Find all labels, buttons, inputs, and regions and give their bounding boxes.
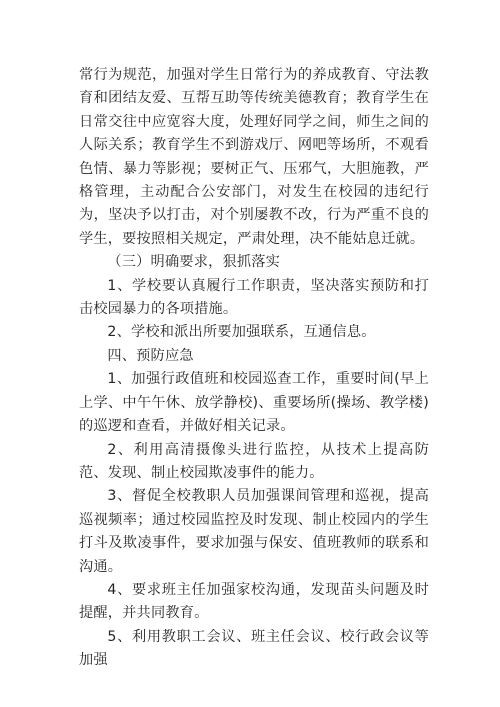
paragraph-item-2-police-liaison: 2、学校和派出所要加强联系，互通信息。 bbox=[107, 324, 376, 341]
paragraph-item-2-cameras: 2、利用高清摄像头进行监控，从技术上提高防范、发现、制止校园欺凌事件的能力。 bbox=[79, 441, 429, 481]
paragraph-behavior-norms: 常行为规范，加强对学生日常行为的养成教育、守法教育和团结友爱、互帮互助等传统美德教育；教育学生在日常交往中应宽容大度，处理好同学之间，师生之间的人际关系；教育学生不到游戏厅、网吧等场所，不观看色情、暴力等影视；要树正气、压邪气，大胆施教，严格管理，主动配合公安部门，对发生在校园的违纪行为，坚决予以打击，对个别屡教不改，行为严重不良的学生，要按照相关规定，严肃处理，决不能姑息迁就。 bbox=[79, 67, 429, 247]
paragraph-item-5-meetings: 5、利用教职工会议、班主任会议、校行政会议等加强 bbox=[79, 628, 429, 669]
paragraph-item-3-supervision: 3、督促全校教职人员加强课间管理和巡视，提高巡视频率；通过校园监控及时发现、制止校园内的学生打斗及欺凌事件，要求加强与保安、值班教师的联系和沟通。 bbox=[79, 488, 429, 575]
heading-prevention-emergency: 四、预防应急 bbox=[107, 347, 194, 364]
paragraph-item-1-school-duties: 1、学校要认真履行工作职责，坚决落实预防和打击校园暴力的各项措施。 bbox=[79, 277, 429, 318]
paragraph-item-1-patrol: 1、加强行政值班和校园巡查工作，重要时间(早上上学、中午午休、放学静校)、重要场所(操场、教学楼)的巡逻和查看，并做好相关记录。 bbox=[79, 371, 429, 435]
heading-requirements-implementation: （三）明确要求，狠抓落实 bbox=[107, 254, 281, 271]
document-body bbox=[79, 64, 429, 673]
paragraph-item-4-home-school: 4、要求班主任加强家校沟通，发现苗头问题及时提醒，并共同教育。 bbox=[79, 581, 429, 622]
